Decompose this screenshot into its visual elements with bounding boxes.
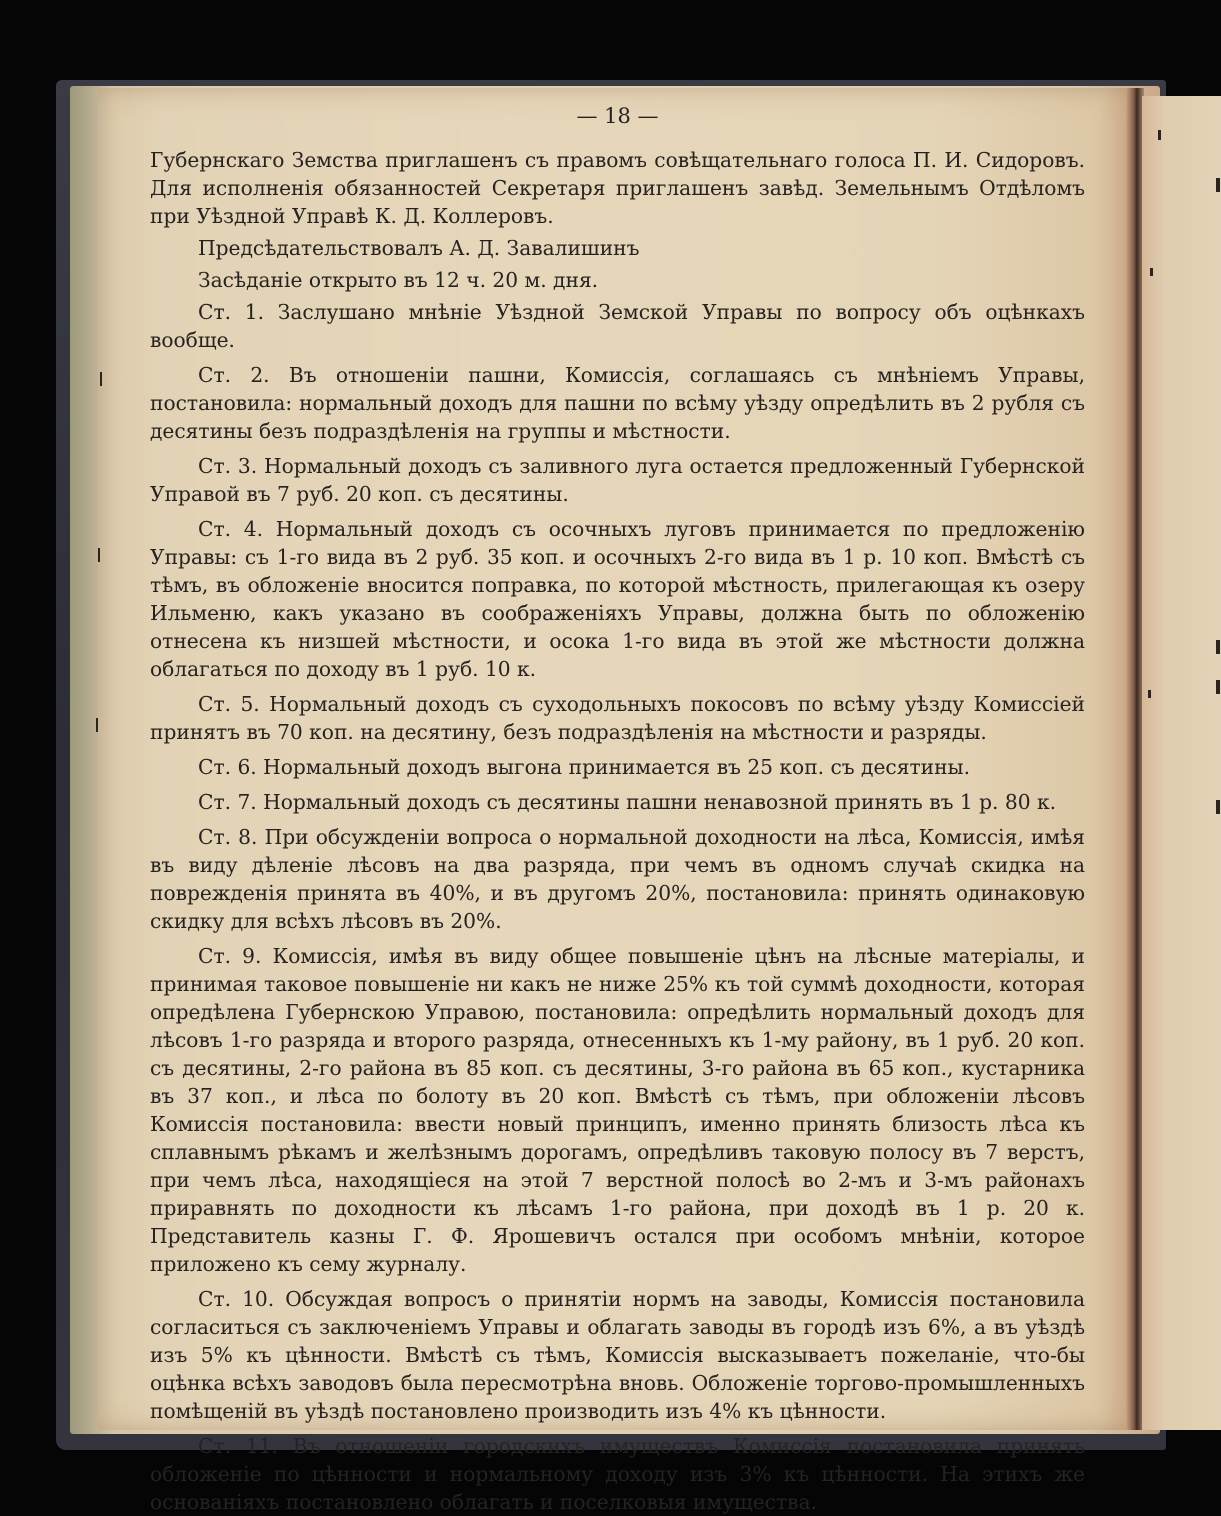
article-7: Ст. 7. Нормальный доходъ съ десятины пашни ненавозной принять въ 1 р. 80 к. — [198, 790, 1056, 814]
right-page-mark — [1216, 178, 1220, 192]
article-1: Ст. 1. Заслушано мнѣніе Уѣздной Земской Управы по вопросу объ оцѣнкахъ вообще. — [150, 300, 1085, 352]
margin-mark — [100, 372, 102, 386]
gutter-mark — [1150, 268, 1153, 276]
article-11: Ст. 11. Въ отношеніи городскихъ имуществъ Комиссія постановила принять обложеніе по цѣнности и нормальному доходу изъ 3% къ цѣнности. На этихъ же основаніяхъ постановлено облагать и поселковыя имущества. — [150, 1434, 1085, 1514]
margin-mark — [98, 548, 100, 562]
right-page-mark — [1216, 640, 1220, 654]
right-page-edge — [1142, 96, 1221, 1430]
article-9: Ст. 9. Комиссія, имѣя въ виду общее повышеніе цѣнъ на лѣсные матеріалы, и принимая таковое повышеніе ни какъ не ниже 25% къ той суммѣ доходности, которая опредѣлена Губернскою Управою, постановила: опредѣлить нормальный доходъ для лѣсовъ 1-го разряда и второго разряда, отнесенныхъ къ 1-му району, въ 1 руб. 20 коп. съ десятины, 2-го района въ 85 коп. съ десятины, 3-го района въ 65 коп., кустарника въ 37 коп., и лѣса по болоту въ 20 коп. Вмѣстѣ съ тѣмъ, при обложеніи лѣсовъ Комиссія постановила: ввести новый принципъ, именно принять близость лѣса къ сплавнымъ рѣкамъ и желѣзнымъ дорогамъ, опредѣливъ таковую полосу въ 7 верстъ, при чемъ лѣса, находящіеся на этой 7 верстной полосѣ во 2-мъ и 3-мъ районахъ приравнять по доходности къ лѣсамъ 1-го района, при доходѣ въ 1 р. 20 к. Представитель казны Г. Ф. Ярошевичъ остался при особомъ мнѣніи, которое приложено къ сему журналу. — [150, 944, 1085, 1276]
paragraph-chairman: Предсѣдательствовалъ А. Д. Завалишинъ — [198, 236, 640, 260]
page-number: — 18 — — [576, 104, 659, 128]
article-4: Ст. 4. Нормальный доходъ съ осочныхъ луговъ принимается по предложенію Управы: съ 1-го вида въ 2 руб. 35 коп. и осочныхъ 2-го вида въ 1 р. 10 коп. Вмѣстѣ съ тѣмъ, въ обложеніе вносится поправка, по которой мѣстность, прилегающая къ озеру Ильменю, какъ указано въ соображеніяхъ Управы, должна быть по обложенію отнесена къ низшей мѣстности, и осока 1-го вида въ этой же мѣстности должна облагаться по доходу въ 1 руб. 10 к. — [150, 517, 1085, 681]
article-8: Ст. 8. При обсужденіи вопроса о нормальной доходности на лѣса, Комиссія, имѣя въ виду дѣленіе лѣсовъ на два разряда, при чемъ въ одномъ случаѣ скидка на поврежденія принята въ 40%, и въ другомъ 20%, постановила: принять одинаковую скидку для всѣхъ лѣсовъ въ 20%. — [150, 825, 1085, 933]
article-3: Ст. 3. Нормальный доходъ съ заливного луга остается предложенный Губернской Управой въ 7 руб. 20 коп. съ десятины. — [150, 454, 1085, 506]
article-6: Ст. 6. Нормальный доходъ выгона принимается въ 25 коп. съ десятины. — [198, 755, 971, 779]
gutter-mark — [1158, 130, 1161, 140]
article-2: Ст. 2. Въ отношеніи пашни, Комиссія, соглашаясь съ мнѣніемъ Управы, постановила: нормальный доходъ для пашни по всѣму уѣзду опредѣлить въ 2 рубля съ десятины безъ подраздѣленія на группы и мѣстности. — [150, 363, 1085, 443]
margin-mark — [96, 718, 98, 732]
right-page-mark — [1216, 680, 1220, 694]
gutter-mark — [1148, 690, 1151, 698]
page-text — [150, 100, 1085, 1514]
article-10: Ст. 10. Обсуждая вопросъ о принятіи нормъ на заводы, Комиссія постановила согласиться съ заключеніемъ Управы и облагать заводы въ городѣ изъ 6%, а въ уѣздѣ изъ 5% къ цѣнности. Вмѣстѣ съ тѣмъ, Комиссія высказываетъ пожеланіе, что-бы оцѣнка всѣхъ заводовъ была пересмотрѣна вновь. Обложеніе торгово-промышленныхъ помѣщеній въ уѣздѣ постановлено производить изъ 4% къ цѣнности. — [150, 1287, 1085, 1423]
article-5: Ст. 5. Нормальный доходъ съ суходольныхъ покосовъ по всѣму уѣзду Комиссіей принятъ въ 70 коп. на десятину, безъ подраздѣленія на мѣстности и разряды. — [150, 692, 1085, 744]
paragraph-continuation: Губернскаго Земства приглашенъ съ правомъ совѣщательнаго голоса П. И. Сидоровъ. Для исполненія обязанностей Секретаря приглашенъ завѣд. Земельнымъ Отдѣломъ при Уѣздной Управѣ К. Д. Коллеровъ. — [150, 148, 1085, 228]
right-page-mark — [1216, 800, 1220, 814]
paragraph-session-opened: Засѣданіе открыто въ 12 ч. 20 м. дня. — [198, 268, 599, 292]
